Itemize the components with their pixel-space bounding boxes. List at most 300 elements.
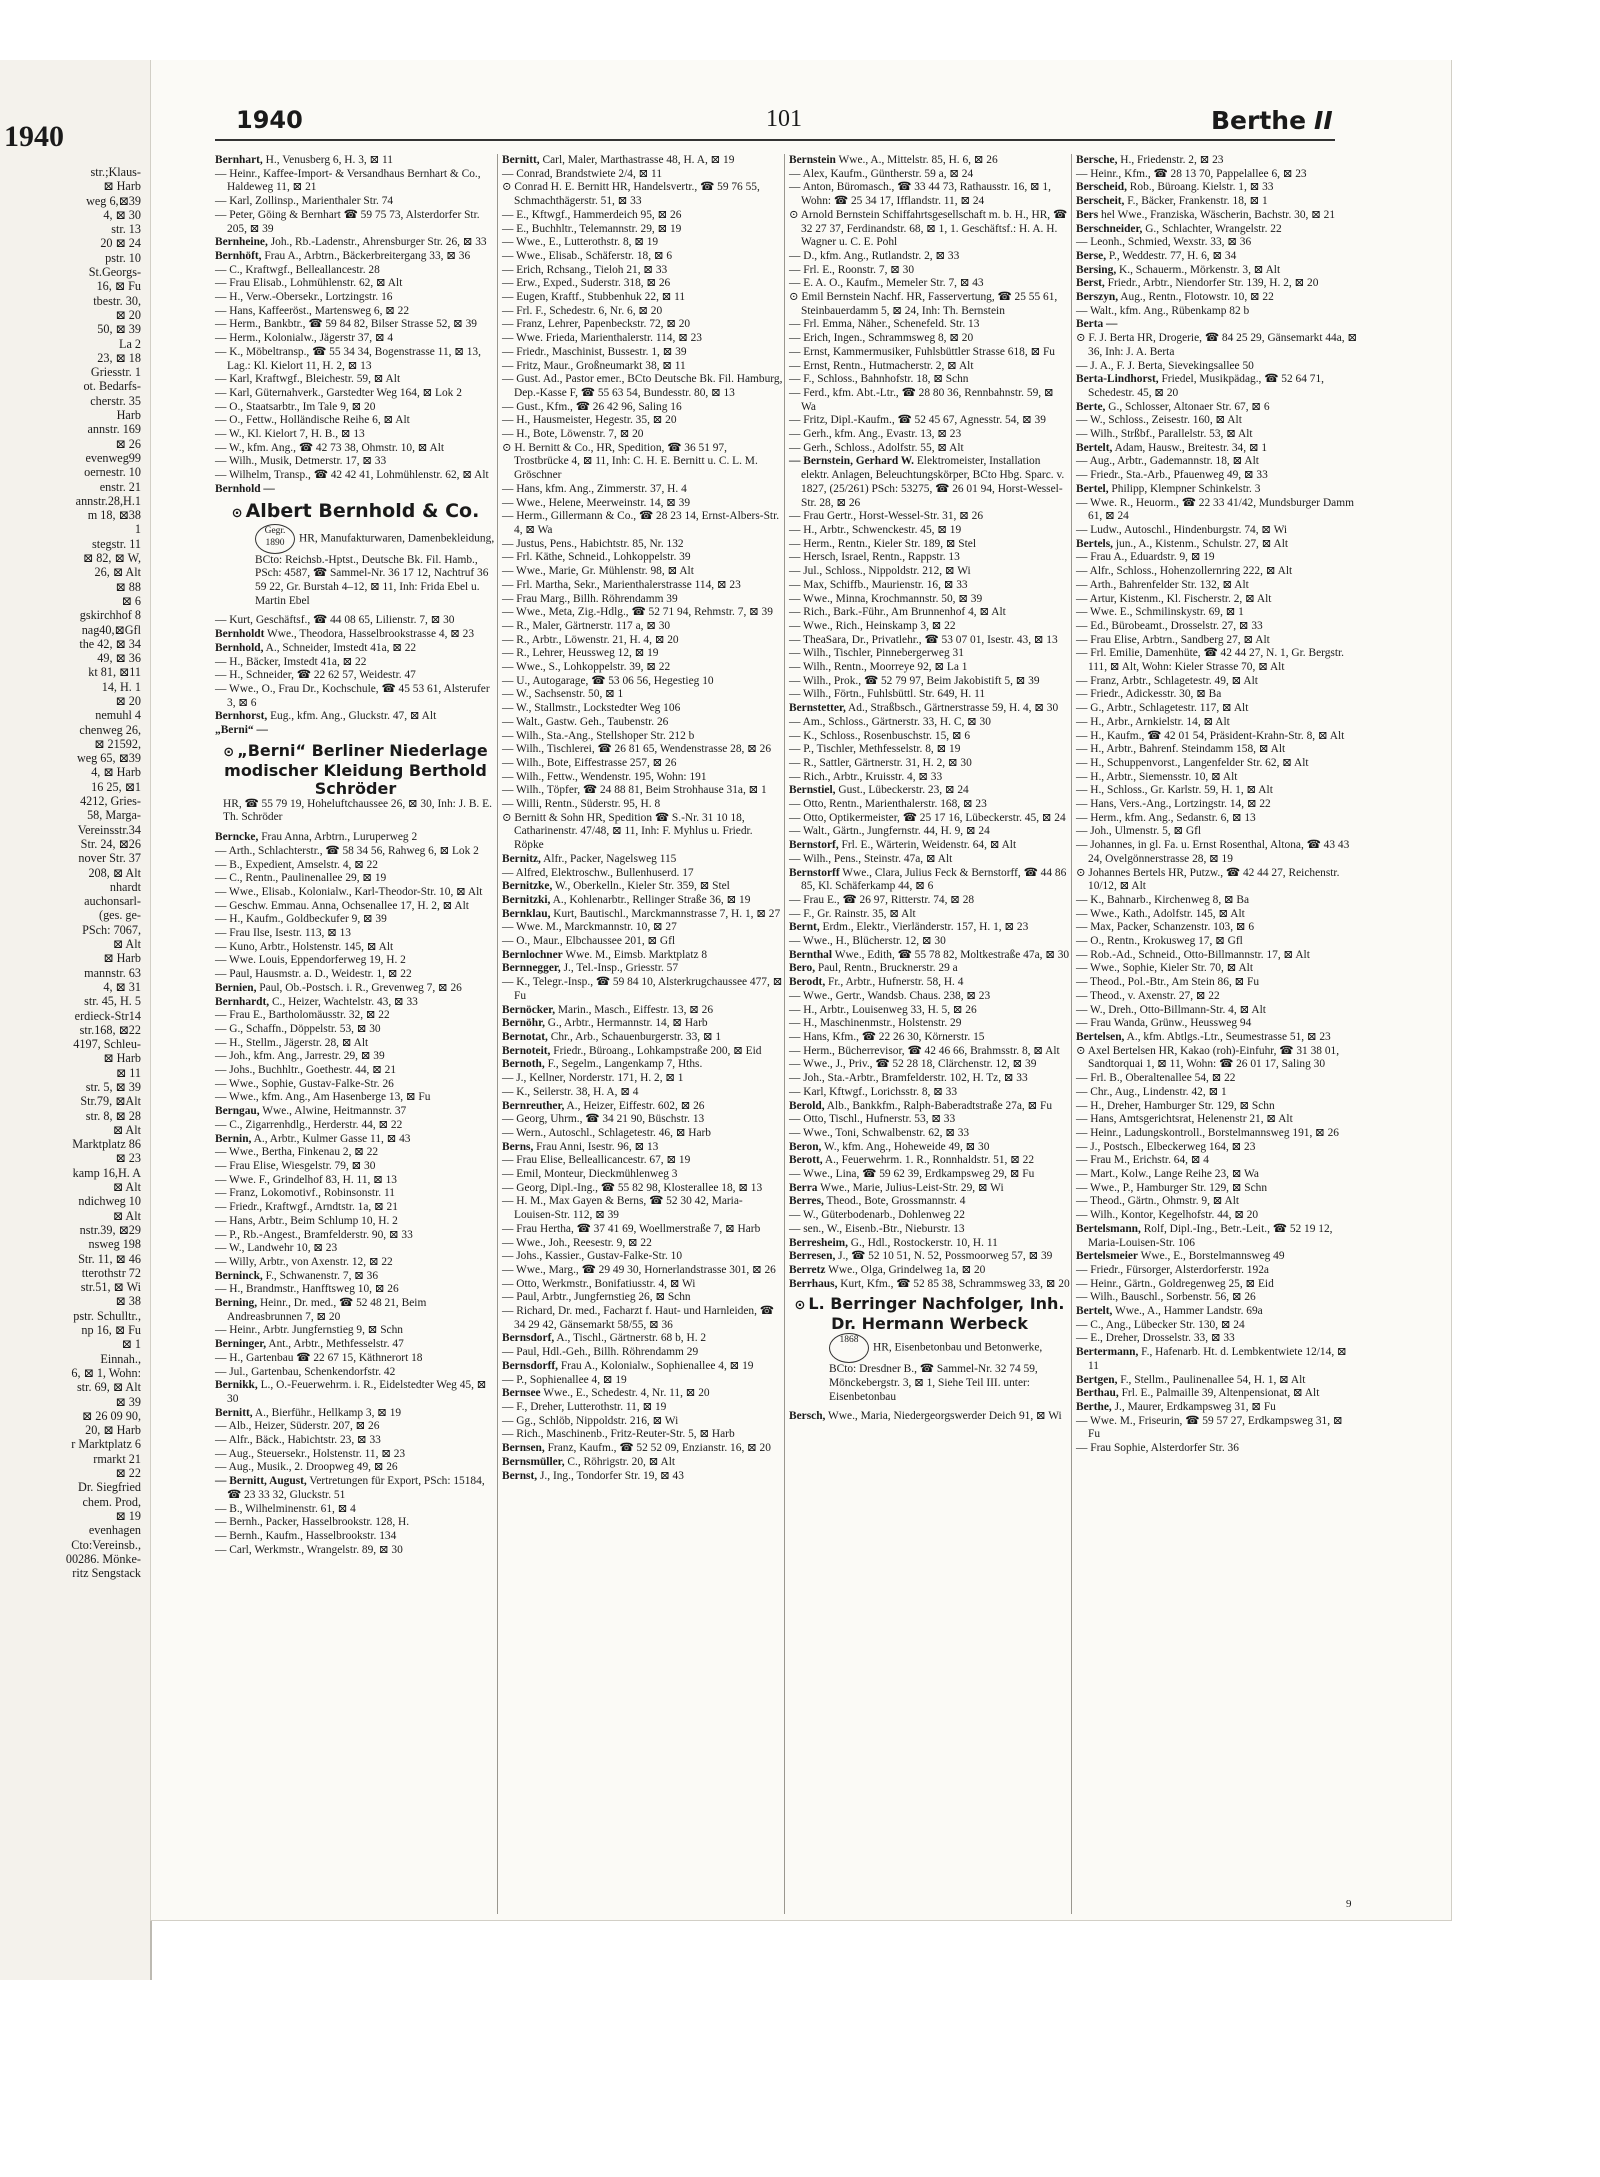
entry-details: Wwe., Clara, Julius Feck & Bernstorff, ☎ 44 86 85, Kl. Schäferkamp 44, ⊠ 6 xyxy=(801,866,1067,893)
entry-details: — Georg, Dipl.-Ing., ☎ 55 82 98, Klosterallee 18, ⊠ 13 xyxy=(502,1181,763,1194)
entry-details: — Wilh., Rentn., Moorreye 92, ⊠ La 1 xyxy=(789,661,968,674)
advert-title: ⊙ „Berni“ Berliner Niederlage modischer Kleidung Berthold Schröder xyxy=(223,740,488,798)
fragment-line: str.168, ⊠22 xyxy=(79,1022,141,1037)
entry-details: — K., Telegr.-Insp., ☎ 59 84 10, Alsterkrugchaussee 477, ⊠ Fu xyxy=(502,976,783,1002)
entry-surname: Bernstorf, xyxy=(789,839,839,852)
fragment-line: str.;Klaus- xyxy=(90,165,141,179)
directory-entry xyxy=(789,702,1070,716)
directory-entry xyxy=(789,373,1070,387)
directory-entry xyxy=(502,401,783,415)
entry-details: J., Ing., Tondorfer Str. 19, ⊠ 43 xyxy=(537,1469,684,1482)
directory-entry xyxy=(789,771,1070,785)
directory-entry xyxy=(215,1283,496,1297)
entry-surname: Bernhöft, xyxy=(215,249,262,262)
fragment-line: ⊠ Harb xyxy=(103,1051,141,1066)
directory-entry xyxy=(1076,1387,1357,1401)
fragment-line: enstr. 21 xyxy=(99,479,141,494)
entry-details: — Frl. B., Oberaltenallee 54, ⊠ 22 xyxy=(1076,1072,1236,1085)
directory-entry xyxy=(502,1141,783,1155)
entry-surname: Bertermann, xyxy=(1076,1346,1139,1359)
directory-entry xyxy=(215,1160,496,1174)
directory-entry xyxy=(502,360,783,374)
entry-details: — Wilh., Kontor, Kegelhofstr. 44, ⊠ 20 xyxy=(1076,1209,1259,1222)
directory-entry xyxy=(215,1187,496,1201)
entry-details: — Fritz, Maur., Großneumarkt 38, ⊠ 11 xyxy=(502,359,686,372)
entry-details: C., Heizer, Wachtelstr. 43, ⊠ 33 xyxy=(269,995,418,1008)
directory-entry xyxy=(502,798,783,812)
directory-entry xyxy=(215,1270,496,1284)
entry-surname: — Bernstein, Gerhard W. xyxy=(789,455,914,468)
fragment-line: chem. Prod, xyxy=(82,1494,141,1509)
directory-entry xyxy=(502,1305,783,1332)
advert-body: Gegr. 1890 HR, Manufakturwaren, Damenbekleidung, BCto: Reichsb.-Hptst., Deutsche Bk. Fil. Hamb., PSch: 4587, ☎ Sammel-Nr. 36 17 12, Nachtruf 36 59 22, Gr. Burstah 4–12, ⊠ 11, Inh: Frida Ebel u. Martin Ebel xyxy=(255,525,495,607)
entry-surname: Berres, xyxy=(789,1195,824,1208)
directory-entry xyxy=(1076,264,1357,278)
entry-details: Aug., Rentn., Flotowstr. 10, ⊠ 22 xyxy=(1118,291,1274,304)
directory-entry xyxy=(789,743,1070,757)
entry-surname: Bertelsmeier xyxy=(1076,1250,1138,1263)
directory-entry xyxy=(1076,401,1357,415)
fragment-line: evenweg99 xyxy=(85,450,141,465)
directory-entry xyxy=(215,845,496,859)
directory-entry xyxy=(215,872,496,886)
entry-details: — Wwe. E., Schmilinskystr. 69, ⊠ 1 xyxy=(1076,606,1244,619)
directory-entry xyxy=(1076,1031,1357,1045)
directory-entry xyxy=(502,565,783,579)
fragment-line: 20, ⊠ Harb xyxy=(85,1423,141,1438)
directory-entry xyxy=(215,1448,496,1462)
entry-details: — H., Hausmeister, Hegestr. 35, ⊠ 20 xyxy=(502,414,677,427)
directory-entry xyxy=(1076,976,1357,990)
advert-body: 1868HR, Eisenbetonbau und Betonwerke, BCto: Dresdner B., ☎ Sammel-Nr. 32 74 59, Mönckebergstr. 3, ⊠ 1, Siehe Teil III. unter: Eisenbetonbau xyxy=(829,1335,1043,1403)
directory-entry xyxy=(1076,867,1357,894)
fragment-line: Cto:Vereinsb., xyxy=(71,1537,141,1552)
entry-details: — Johs., Kassier., Gustav-Falke-Str. 10 xyxy=(502,1250,683,1263)
directory-entry xyxy=(1076,1346,1357,1373)
entry-list xyxy=(787,154,1072,1291)
directory-entry xyxy=(502,1264,783,1278)
entry-details: Wwe., A., Hammer Landstr. 69a xyxy=(1112,1305,1263,1318)
directory-page xyxy=(150,60,1452,1921)
directory-entry xyxy=(789,264,1070,278)
directory-entry xyxy=(1076,236,1357,250)
entry-details: — Frl. F., Schedestr. 6, Nr. 6, ⊠ 20 xyxy=(502,304,663,317)
entry-details: — Carl, Werkmstr., Wrangelstr. 89, ⊠ 30 xyxy=(215,1543,403,1556)
directory-entry xyxy=(1076,620,1357,634)
fragment-line: 4, ⊠ Harb xyxy=(91,765,141,780)
entry-details: Ant., Arbtr., Methfesselstr. 47 xyxy=(266,1338,404,1351)
directory-entry xyxy=(1076,702,1357,716)
entry-details: — H., Gartenbau ☎ 22 67 15, Käthnerort 18 xyxy=(215,1351,423,1364)
entry-surname: Berresheim, xyxy=(789,1236,848,1249)
entry-details: L., O.-Feuerwehrm. i. R., Eidelstedter Weg 45, ⊠ 30 xyxy=(227,1379,487,1405)
directory-entry xyxy=(789,332,1070,346)
entry-details: — Otto, Werkmstr., Bonifatiusstr. 4, ⊠ Wi xyxy=(502,1277,696,1290)
directory-entry xyxy=(215,982,496,996)
entry-details: A., kfm. Abtlgs.-Ltr., Seumestrasse 51, ⊠ 23 xyxy=(1124,1031,1331,1043)
entry-details: — Wwe., J., Priv., ☎ 52 28 18, Clärchenstr. 12, ⊠ 39 xyxy=(789,1058,1037,1071)
entry-details: — Wilh., Tischler, Pinnebergerweg 31 xyxy=(789,647,964,660)
entry-details: Friedr., Büroang., Lohkampstraße 200, ⊠ Eid xyxy=(550,1044,762,1057)
directory-entry xyxy=(215,1037,496,1051)
entry-surname: Bernklau, xyxy=(502,907,551,920)
entry-details: Wwe., Maria, Niedergeorgswerder Deich 91, ⊠ Wi xyxy=(825,1410,1062,1423)
entry-details: — Frau Elise, Arbtrn., Sandberg 27, ⊠ Alt xyxy=(1076,633,1270,646)
previous-page-year: 1940 xyxy=(4,120,64,153)
directory-entry xyxy=(789,962,1070,976)
fragment-line: ndichweg 10 xyxy=(78,1194,141,1209)
entry-details: — Ed., Bürobeamt., Drosselstr. 27, ⊠ 33 xyxy=(1076,619,1263,632)
running-head xyxy=(1211,106,1333,135)
entry-surname: Bernsee xyxy=(502,1387,541,1400)
entry-details: — Bernh., Kaufm., Hasselbrookstr. 134 xyxy=(215,1529,397,1542)
entry-details: — Otto, Optikermeister, ☎ 25 17 16, Lübeckerstr. 45, ⊠ 24 xyxy=(789,811,1066,824)
directory-entry xyxy=(215,305,496,319)
directory-entry xyxy=(1076,935,1357,949)
directory-entry xyxy=(502,1113,783,1127)
fragment-line: 6, ⊠ 1, Wohn: xyxy=(71,1365,141,1380)
entry-details: ⊙ Arnold Bernstein Schiffahrtsgesellschaft m. b. H., HR, ☎ 32 27 37, Ferdinandstr. 68, ⊠ 1, 1. Geschäftsf.: H. A. H. Wagner u. C. E. Pohl xyxy=(789,208,1068,249)
directory-entry xyxy=(502,1058,783,1072)
directory-entry xyxy=(789,1209,1070,1223)
entry-details: — Wilhelm, Transp., ☎ 42 42 41, Lohmühlenstr. 62, ⊠ Alt xyxy=(215,469,489,482)
entry-details: — Wwe., kfm. Ang., Am Hasenberge 13, ⊠ Fu xyxy=(215,1091,431,1104)
entry-surname: Bero, xyxy=(789,962,816,975)
directory-entry xyxy=(789,949,1070,963)
directory-entry xyxy=(502,442,783,483)
directory-entry xyxy=(502,223,783,237)
entry-details: F., Stellm., Paulinenallee 54, H. 1, ⊠ Alt xyxy=(1117,1373,1306,1386)
entry-details: — Otto, Tischl., Hufnerstr. 53, ⊠ 33 xyxy=(789,1113,956,1126)
directory-entry xyxy=(789,921,1070,935)
fragment-line: Dr. Siegfried xyxy=(78,1480,141,1495)
entry-details: — Herm., Bücherrevisor, ☎ 42 46 66, Brahmsstr. 8, ⊠ Alt xyxy=(789,1044,1060,1057)
directory-entry xyxy=(1076,990,1357,1004)
directory-entry xyxy=(1076,1250,1357,1264)
directory-entry xyxy=(215,656,496,670)
entry-details: — B., Wilhelminenstr. 61, ⊠ 4 xyxy=(215,1502,356,1515)
entry-details: — P., Sophienallee 4, ⊠ 19 xyxy=(502,1373,627,1386)
entry-details: — Friedr., Adickesstr. 30, ⊠ Ba xyxy=(1076,688,1222,701)
directory-entry xyxy=(502,962,783,976)
entry-details: — Paul, Arbtr., Jungfernstieg 26, ⊠ Schn xyxy=(502,1291,691,1304)
entry-details: — H., Arbtr., Bahrenf. Steindamm 158, ⊠ Alt xyxy=(1076,743,1286,756)
entry-details: K., Schauerm., Mörkenstr. 3, ⊠ Alt xyxy=(1116,263,1281,276)
entry-details: — Arth., Bahrenfelder Str. 132, ⊠ Alt xyxy=(1076,578,1249,591)
directory-entry xyxy=(1076,223,1357,237)
entry-details: Wwe., E., Borstelmannsweg 49 xyxy=(1137,1250,1285,1263)
entry-details: — Eugen, Kraftf., Stubbenhuk 22, ⊠ 11 xyxy=(502,291,686,304)
entry-details: — Frau Wanda, Grünw., Heussweg 94 xyxy=(1076,1017,1252,1030)
entry-details: — Wilh., Fettw., Wendenstr. 195, Wohn: 191 xyxy=(502,770,707,783)
directory-entry xyxy=(502,1223,783,1237)
directory-entry xyxy=(789,1004,1070,1018)
directory-entry xyxy=(789,414,1070,428)
entry-surname: Bersch, xyxy=(789,1410,826,1423)
directory-entry xyxy=(1076,730,1357,744)
directory-entry xyxy=(502,1017,783,1031)
entry-details: — Frau Gertr., Horst-Wessel-Str. 31, ⊠ 26 xyxy=(789,510,984,523)
entry-details: — Gust., Kfm., ☎ 26 42 96, Saling 16 xyxy=(502,400,682,413)
directory-entry xyxy=(502,894,783,908)
directory-entry xyxy=(789,1154,1070,1168)
fragment-line: nhardt xyxy=(109,879,141,894)
entry-details: — Heinr., Gärtn., Goldregenweg 25, ⊠ Eid xyxy=(1076,1277,1274,1290)
entry-surname: Bernsmüller, xyxy=(502,1455,565,1468)
entry-details: Rolf, Dipl.-Ing., Betr.-Leit., ☎ 52 19 12, Maria-Louisen-Str. 106 xyxy=(1088,1222,1333,1249)
directory-entry xyxy=(215,669,496,683)
entry-details: Theod., Bote, Grossmannstr. 4 xyxy=(823,1195,966,1208)
entry-surname: Bernhold, xyxy=(215,641,264,654)
directory-entry xyxy=(789,428,1070,442)
directory-entry xyxy=(215,414,496,428)
directory-entry xyxy=(1076,1332,1357,1346)
directory-entry xyxy=(215,1544,496,1558)
entry-details: — K., Möbeltransp., ☎ 55 34 34, Bogenstrasse 11, ⊠ 13, Lag.: Kl. Kielort 11, H. 2, ⊠ 13 xyxy=(215,345,481,372)
entry-details: F., Segelm., Langenkamp 7, Hths. xyxy=(544,1058,703,1071)
directory-entry xyxy=(502,1291,783,1305)
directory-entry xyxy=(1076,291,1357,305)
fragment-line: m 18, ⊠38 xyxy=(87,508,141,523)
entry-details: Adam, Hausw., Breitestr. 34, ⊠ 1 xyxy=(1112,441,1268,454)
seal-1868: 1868 xyxy=(829,1333,869,1363)
directory-entry xyxy=(215,1229,496,1243)
corner-mark: 9 xyxy=(1346,1898,1352,1910)
entry-details: Philipp, Klempner Schinkelstr. 3 xyxy=(1108,482,1261,495)
fragment-line: 4212, Gries- xyxy=(80,794,141,809)
entry-details: ⊙ Emil Bernstein Nachf. HR, Fasservertung, ☎ 25 55 61, Steinbauerdamm 5, ⊠ 24, Inh: Th. Bernstein xyxy=(789,291,1058,317)
directory-entry xyxy=(215,927,496,941)
entry-details: — Wilh., Strßbf., Parallelstr. 53, ⊠ Alt xyxy=(1076,428,1253,441)
entry-list xyxy=(213,614,498,737)
directory-entry xyxy=(1076,1045,1357,1072)
advert-berni xyxy=(215,742,496,825)
fragment-line: 16, ⊠ Fu xyxy=(96,279,141,294)
directory-entry xyxy=(789,825,1070,839)
fragment-line: 26, ⊠ Alt xyxy=(94,565,141,580)
entry-details: — H. M., Max Gayen & Berns, ☎ 52 30 42, Maria-Louisen-Str. 112, ⊠ 39 xyxy=(502,1195,743,1222)
entry-details: — Wwe., S., Lohkoppelstr. 39, ⊠ 22 xyxy=(502,661,671,674)
directory-entry xyxy=(789,277,1070,291)
entry-surname: Bernitzke, xyxy=(502,880,553,893)
entry-surname: Berresen, xyxy=(789,1250,836,1263)
entry-details: F., Bäcker, Frankenstr. 18, ⊠ 1 xyxy=(1124,195,1268,208)
directory-entry xyxy=(502,497,783,511)
directory-entry xyxy=(1076,318,1357,332)
entry-details: — Frl. Käthe, Schneid., Lohkoppelstr. 39 xyxy=(502,551,691,564)
directory-entry xyxy=(1076,812,1357,826)
directory-entry xyxy=(502,346,783,360)
directory-entry xyxy=(502,853,783,867)
directory-entry xyxy=(789,1017,1070,1031)
entry-details: Franz, Kaufm., ☎ 52 52 09, Enzianstr. 16, ⊠ 20 xyxy=(544,1442,771,1455)
entry-details: — Hans, Kfm., ☎ 22 26 30, Körnerstr. 15 xyxy=(789,1031,985,1043)
entry-details: — Arth., Schlachterstr., ☎ 58 34 56, Rahweg 6, ⊠ Lok 2 xyxy=(215,844,479,857)
entry-details: — Rich., Bark.-Führ., Am Brunnenhof 4, ⊠ Alt xyxy=(789,606,1006,619)
entry-surname: Berrhaus, xyxy=(789,1277,838,1290)
trademark-circle-icon: ⊙ xyxy=(794,1298,806,1314)
entry-details: — G., Arbtr., Schlagetestr. 117, ⊠ Alt xyxy=(1076,702,1249,715)
directory-entry xyxy=(502,1374,783,1388)
entry-details: — Rich., Maschinenb., Fritz-Reuter-Str. 5, ⊠ Harb xyxy=(502,1428,735,1441)
entry-surname: Berst, xyxy=(1076,277,1105,290)
entry-details: G., Hdl., Rostockerstr. 10, H. 11 xyxy=(847,1236,998,1249)
entry-details: — H., Stellm., Jägerstr. 28, ⊠ Alt xyxy=(215,1036,369,1049)
entry-details: Elektromeister, Installation elektr. Anlagen, Beleuchtungskörper, BCto Hbg. Sparc. v. 1827, (25/261) PSch: 53275, ☎ 26 01 94, Horst-Wessel-Str. 28, ⊠ 26 xyxy=(801,455,1065,509)
directory-entry xyxy=(789,1237,1070,1251)
directory-entry xyxy=(502,538,783,552)
entry-surname: Bernöcker, xyxy=(502,1003,556,1016)
entry-surname: Bernnegger, xyxy=(502,962,561,975)
directory-entry xyxy=(1076,469,1357,483)
entry-details: — Herm., Gillermann & Co., ☎ 28 23 14, Ernst-Albers-Str. 4, ⊠ Wa xyxy=(502,510,780,536)
entry-details: — Wwe. M., Marckmannstr. 10, ⊠ 27 xyxy=(502,921,677,934)
entry-surname: Berszyn, xyxy=(1076,291,1119,304)
directory-entry xyxy=(502,935,783,949)
directory-entry xyxy=(502,1086,783,1100)
directory-entry xyxy=(502,1278,783,1292)
directory-entry xyxy=(1076,442,1357,456)
fragment-line: 23, ⊠ 18 xyxy=(97,350,141,365)
entry-details: — Wwe., Joh., Reesestr. 9, ⊠ 22 xyxy=(502,1236,652,1249)
entry-details: F., Schwanenstr. 7, ⊠ 36 xyxy=(262,1269,379,1282)
entry-details: — C., Ang., Lübecker Str. 130, ⊠ 24 xyxy=(1076,1318,1245,1331)
fragment-line: chenweg 26, xyxy=(79,722,141,737)
directory-entry xyxy=(1076,277,1357,291)
entry-details: — Frau M., Erichstr. 64, ⊠ 4 xyxy=(1076,1154,1209,1167)
entry-details: — R., Arbtr., Löwenstr. 21, H. 4, ⊠ 20 xyxy=(502,633,679,646)
entry-surname: Bernthal xyxy=(789,948,833,961)
directory-entry xyxy=(789,716,1070,730)
directory-entry xyxy=(789,442,1070,456)
directory-entry xyxy=(215,1009,496,1023)
entry-details: — Gerh., Schloss., Adolfstr. 55, ⊠ Alt xyxy=(789,441,964,454)
directory-entry xyxy=(502,1401,783,1415)
entry-details: — Wwe. F., Grindelhof 83, H. 11, ⊠ 13 xyxy=(215,1173,398,1186)
entry-details: — P., Tischler, Methfesselstr. 8, ⊠ 19 xyxy=(789,743,961,756)
entry-details: — F., Dreher, Lutterothstr. 11, ⊠ 19 xyxy=(502,1400,667,1413)
directory-entry xyxy=(215,1023,496,1037)
directory-entry xyxy=(1076,1401,1357,1415)
directory-entry xyxy=(215,1201,496,1215)
directory-entry xyxy=(789,675,1070,689)
fragment-line: str.51, ⊠ Wi xyxy=(80,1280,141,1295)
advert-title: ⊙ Albert Bernhold & Co. xyxy=(231,499,480,522)
entry-details: A., Heizer, Eiffestr. 602, ⊠ 26 xyxy=(564,1099,705,1112)
directory-entry xyxy=(1076,921,1357,935)
entry-details: — Ernst, Kammermusiker, Fuhlsbüttler Strasse 618, ⊠ Fu xyxy=(789,345,1055,358)
fragment-line: str. 8, ⊠ 28 xyxy=(85,1108,141,1123)
entry-details: — Frau Hertha, ☎ 37 41 69, Woellmerstraße 7, ⊠ Harb xyxy=(502,1222,761,1235)
entry-details: — C., Rentn., Paulinenallee 29, ⊠ 19 xyxy=(215,872,387,885)
directory-entry xyxy=(1076,798,1357,812)
entry-details: — Walt., Gastw. Geh., Taubenstr. 26 xyxy=(502,715,669,728)
fragment-line: ⊠ 11 xyxy=(116,1065,141,1080)
entry-details: — C., Zigarrenhdlg., Herderstr. 44, ⊠ 22 xyxy=(215,1118,403,1131)
directory-entry xyxy=(1076,1442,1357,1456)
directory-entry xyxy=(215,1516,496,1530)
entry-details: — Justus, Pens., Habichtstr. 85, Nr. 132 xyxy=(502,537,684,550)
entry-details: — Walt., Gärtn., Jungfernstr. 44, H. 9, ⊠ 24 xyxy=(789,825,990,838)
directory-entry xyxy=(1076,209,1357,223)
fragment-line: pstr. Schulltr., xyxy=(73,1308,141,1323)
entry-details: — Wwe., Gertr., Wandsb. Chaus. 238, ⊠ 23 xyxy=(789,989,991,1002)
entry-details: G., Arbtr., Hermannstr. 14, ⊠ Harb xyxy=(544,1017,708,1030)
directory-entry xyxy=(1076,1305,1357,1319)
entry-surname: Bernikk, xyxy=(215,1379,258,1392)
previous-page-fragments xyxy=(0,165,144,1580)
directory-entry xyxy=(502,1470,783,1484)
directory-entry xyxy=(215,831,496,845)
entry-details: — Wwe. Louis, Eppendorferweg 19, H. 2 xyxy=(215,954,406,967)
entry-details: — K., Schloss., Rosenbuschstr. 15, ⊠ 6 xyxy=(789,729,971,742)
directory-entry xyxy=(215,332,496,346)
directory-entry xyxy=(789,1031,1070,1045)
directory-entry xyxy=(789,1195,1070,1209)
fragment-line: 58, Marga- xyxy=(87,808,141,823)
entry-details: — Wilh., Pens., Steinstr. 47a, ⊠ Alt xyxy=(789,852,953,865)
entry-surname: Berning, xyxy=(215,1297,258,1310)
directory-entry xyxy=(789,168,1070,182)
directory-entry xyxy=(1076,1195,1357,1209)
fragment-line: Vereinsstr.34 xyxy=(77,822,141,837)
entry-details: Fr., Arbtr., Hufnerstr. 58, H. 4 xyxy=(825,976,964,989)
fragment-line: ⊠ 38 xyxy=(115,1294,141,1309)
fragment-line: pstr. 10 xyxy=(105,250,141,265)
previous-page-strip xyxy=(0,60,152,1980)
entry-surname: Bertel, xyxy=(1076,482,1109,495)
directory-entry xyxy=(215,1091,496,1105)
entry-surname: Bernitt, xyxy=(502,154,540,166)
entry-details: Frau Anni, Isestr. 96, ⊠ 13 xyxy=(533,1140,659,1153)
directory-entry xyxy=(215,724,496,738)
entry-details: — Ernst, Rentn., Hutmacherstr. 2, ⊠ Alt xyxy=(789,359,974,372)
directory-entry xyxy=(215,373,496,387)
fragment-line: kt 81, ⊠11 xyxy=(88,665,141,680)
entry-list xyxy=(787,1410,1072,1424)
directory-entry xyxy=(502,1387,783,1401)
entry-details: Carl, Maler, Marthastrasse 48, H. A, ⊠ 19 xyxy=(539,154,735,166)
directory-entry xyxy=(1076,1264,1357,1278)
entry-surname: Bernlochner xyxy=(502,948,563,961)
directory-entry xyxy=(502,620,783,634)
entry-surname: Bernitz, xyxy=(502,852,541,865)
entry-surname: Bernhardt, xyxy=(215,995,270,1008)
directory-entry xyxy=(215,1461,496,1475)
directory-entry xyxy=(502,236,783,250)
entry-details: — H., Dreher, Hamburger Str. 129, ⊠ Schn xyxy=(1076,1099,1275,1112)
directory-entry xyxy=(215,1133,496,1147)
entry-surname: Bernhart, xyxy=(215,154,263,166)
entry-details: — Wwe., Toni, Schwalbenstr. 62, ⊠ 33 xyxy=(789,1126,970,1139)
directory-entry xyxy=(502,277,783,291)
entry-details: — Hans, Vers.-Ang., Lortzingstr. 14, ⊠ 22 xyxy=(1076,798,1271,811)
directory-entry xyxy=(502,757,783,771)
directory-entry xyxy=(215,442,496,456)
directory-entry xyxy=(789,730,1070,744)
directory-entry xyxy=(215,1119,496,1133)
trademark-circle-icon: ⊙ xyxy=(223,744,235,760)
directory-entry xyxy=(215,683,496,710)
directory-entry xyxy=(215,1050,496,1064)
entry-details: — Franz, Arbtr., Schlagetestr. 49, ⊠ Alt xyxy=(1076,674,1258,687)
directory-entry xyxy=(789,1045,1070,1059)
directory-entry xyxy=(215,1475,496,1502)
directory-entry xyxy=(789,1113,1070,1127)
fragment-line: 50, ⊠ 39 xyxy=(97,322,141,337)
directory-entry xyxy=(1076,606,1357,620)
directory-entry xyxy=(215,209,496,236)
